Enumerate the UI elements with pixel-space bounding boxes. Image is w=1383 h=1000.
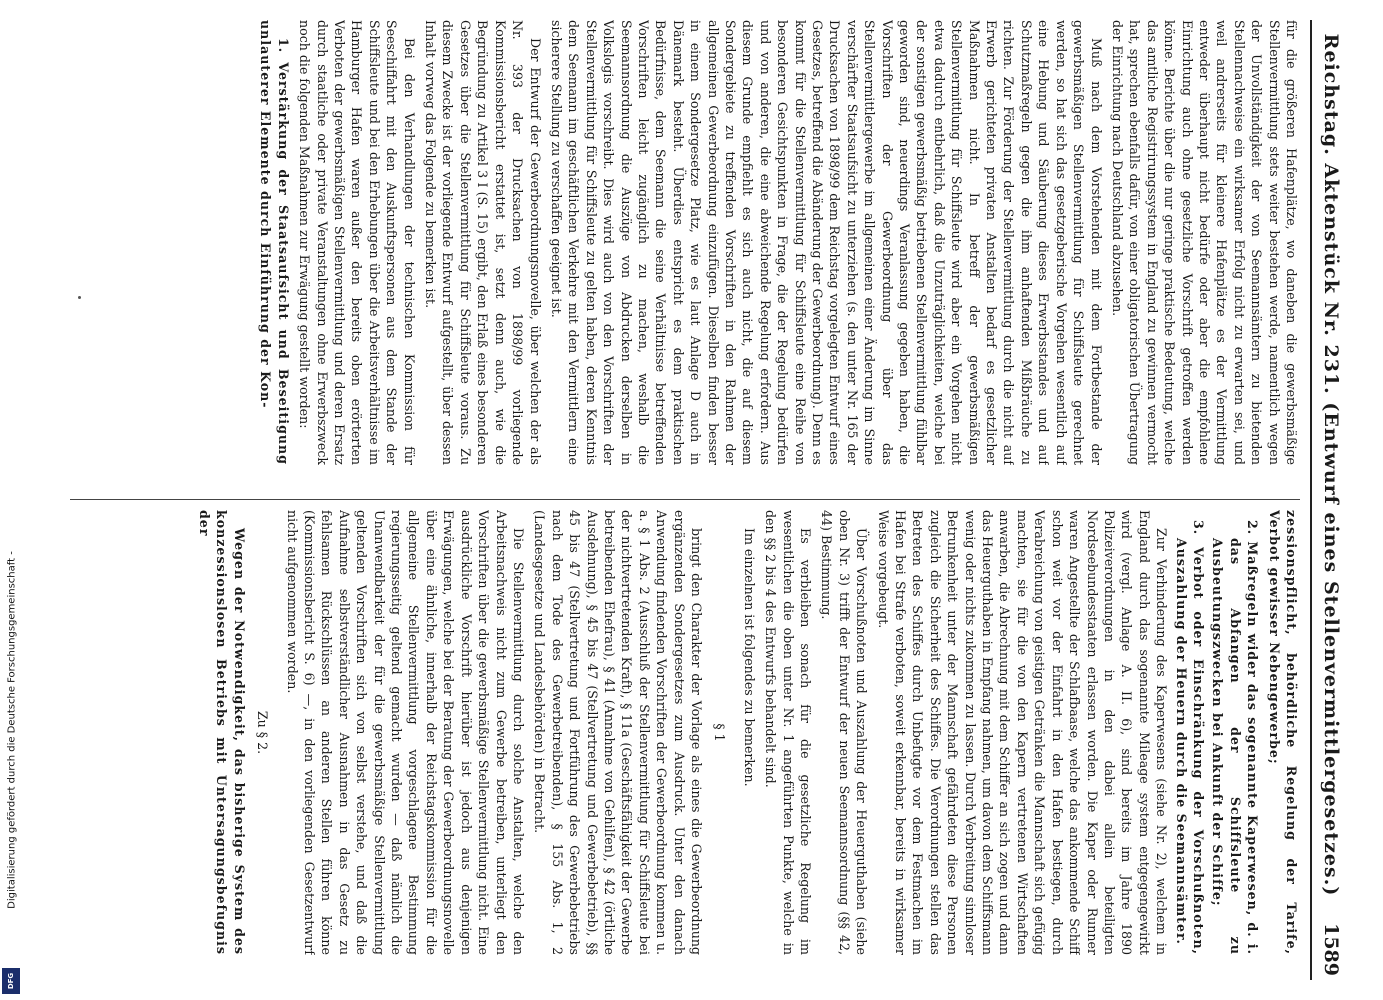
list-item-continuation: zessionspflicht, behördliche Regelung der Tarife, Verbot gewisser Nebengewerbe; bbox=[1266, 510, 1299, 955]
section-heading: § 1 bbox=[711, 723, 727, 742]
dfg-logo-icon bbox=[2, 968, 20, 994]
paragraph: Muß nach dem Vorstehenden mit dem Fortbestande der gewerbsmäßigen Stellenvermittlung für Schiffsleute gerechnet werden, so hat sich das gesetzgeberische Vorgehen wesentlich auf eine Hebung und Säuberung dieses Erwerbsstandes und auf Schutzmaßregeln gegen die ihm anhaftenden Mißbräuche zu richten. Zur Förderung der Stellenvermittlung durch die nicht auf Erwerb gerichteten privaten Anstalten bedarf es gesetzlicher Maßnahmen nicht. In betreff der gewerbsmäßigen Stellenvermittlung für Schiffsleute wird aber ein Vorgehen nicht etwa dadurch entbehrlich, daß die Unzuträglichkeiten, welche bei der sonstigen gewerbsmäßig betriebenen Stellenvermittlung fühlbar geworden sind, neuerdings Veranlassung gegeben haben, die Vorschriften der Gewerbeordnung über das Stellenvermittlergewerbe im allgemeinen einer Änderung im Sinne verschärfter Staatsaufsicht zu unterziehen (s. den unter Nr. 165 der Drucksachen von 1898/99 dem Reichstag vorgelegten Entwurf eines Gesetzes, betreffend die Abänderung der Gewerbeordnung). Denn es kommt für die Stellenvermittlung für Schiffsleute eine Reihe von besonderen Gesichtspunkten in Frage, die der Regelung bedürfen und von anderen, die eine abweichende Regelung erfordern. Aus diesem Grunde empfiehlt es sich auch nicht, die auf diesem Sondergebiete zu treffenden Vorschriften in den Rahmen der allgemeinen Gewerbeordnung einzufügen. Dieselben finden besser in einem Sondergesetze Platz, wie es laut Anlage D auch in Dänemark besteht. Überdies entspricht es dem praktischen Bedürfnisse, dem Seemann die seine Verhältnisse betreffenden Vorschriften leicht zugänglich zu machen, weshalb die Seemannsordnung die Auszüge von Abdrucken derselben in Volkslogis vorschreibt. Dies wird auch von den Vorschriften der Stellenvermittlung für Schiffsleute zu gelten haben, deren Kenntnis dem Seemann im geschäftlichen Verkehre mit den Vermittlern eine sicherere Stellung zu verschaffen geeignet ist. bbox=[548, 20, 1104, 465]
left-column bbox=[50, 20, 1300, 465]
right-column bbox=[50, 510, 1300, 955]
paragraph: bringt den Charakter der Vorlage als eines die Gewerbeordnung ergänzenden Sondergesetzes zum Ausdruck. Unter den danach Anwendung findenden Vorschriften der Gewerbeordnung kommen u. a. § 1 Abs. 2 (Ausschluß der Stellenvermittlung für Schiffsleute bei der nichtvertretenden Kraft), § 11a (Geschäftsfähigkeit der Gewerbe betreibenden Ehefrau), § 41 (Annahme von Gehilfen), § 42 (örtliche Ausdehnung), § 45 bis 47 (Stellvertretung und Gewerbebetrieb), §§ 45 bis 47 (Stellvertretung und Fortführung des Gewerbebetriebs nach dem Tode des Gewerbetreibenden), § 155 Abs. 1, 2 (Landesgesetze und Landesbehörden) in Betracht. bbox=[531, 510, 704, 955]
digitization-credit bbox=[0, 0, 24, 1000]
credit-text: Digitalisierung gefördert durch die Deutsche Forschungsgemeinschaft - bbox=[6, 551, 18, 909]
page-number: 1589 bbox=[1319, 923, 1342, 976]
list-item: 1. Verstärkung der Staatsaufsicht und Beseitigung unlauterer Elemente durch Einführung der Kon- bbox=[257, 20, 291, 465]
paragraph: Wegen der Notwendigkeit, das bisherige System des konzessionslosen Betriebs mit Untersagungsbefugnis der bbox=[196, 510, 247, 955]
paragraph: Bei den Verhandlungen der technischen Kommission für Seeschiffahrt mit den Auskunftspersonen aus dem Stande der Schiffsleute und bei den Erhebungen über die Arbeitsverhältnisse im Hamburger Hafen waren außer den bereits oben erörterten Verboten der gewerbsmäßigen Stellenvermittlung und deren Ersatz durch staatliche oder private Veranstaltungen ohne Erwerbszweck noch die folgenden Maßnahmen zur Erwägung gestellt worden: bbox=[296, 20, 417, 465]
column-divider bbox=[70, 499, 1300, 500]
paragraph: Die Stellenvermittlung durch solche Anstalten, welche den Arbeitsnachweis nicht zum Gewerbe betreiben, unterliegt den Vorschriften über die gewerbsmäßige Stellenvermittlung nicht. Eine ausdrückliche Vorschrift hierüber ist jedoch aus denjenigen Erwägungen, welche bei der Beratung der Gewerbeordnungsnovelle über eine ähnliche, innerhalb der Reichstagskommission für die allgemeine Stellenvermittlung vorgeschlagene Bestimmung regierungsseitig geltend gemacht wurden — daß nämlich die Unanwendbarkeit der für die gewerbsmäßige Stellenvermittlung geltenden Vorschriften sich von selbst verstehe, und daß die Aufnahme selbstverständlicher Ausnahmen in das Gesetz zu fehlsamen Rückschlüssen an anderen Stellen führen könne (Kommissionsbericht S. 6) —, in den vorliegenden Gesetzentwurf nicht aufgenommen worden. bbox=[284, 510, 526, 955]
paragraph: für die größeren Hafenplätze, wo daneben die gewerbsmäßige Stellenvermittlung stets weiter bestehen werde, namentlich wegen der Unvollständigkeit der von Seemannsämtern zu bietenden Stellennachweise ein wirksamer Erfolg nicht zu erwarten sei, und weil andrerseits für kleinere Hafenplätze es der Vermittlung entweder überhaupt nicht bedürfe oder aber die empfohlene Einrichtung auch ohne gesetzliche Vorschrift getroffen werden könne. Berichte über die nur geringe praktische Bedeutung, welche das amtliche Registrirungssystem in England zu gewinnen vermocht hat, sprechen ebenfalls dafür, von einer obligatorischen Übertragung der Einrichtung nach Deutschland abzusehen. bbox=[1109, 20, 1299, 465]
rotated-document-page bbox=[32, 20, 1352, 980]
page-title: Reichstag. Aktenstück Nr. 231. (Entwurf eines Stellenvermittlergesetzes.) bbox=[1319, 33, 1342, 897]
list-item: 2. Maßregeln wider das sogenannte Kaperwesen, d. i. das Abfangen der Schiffsleute zu Ausbeutungszwecken bei Ankunft der Schiffe; bbox=[1209, 520, 1260, 955]
logo-text: DFG bbox=[7, 972, 15, 990]
page-header bbox=[1310, 20, 1346, 980]
paragraph: Zur Verhinderung des Kaperwesens (siehe Nr. 2), welchem in England durch das sogenannte Mileage system entgegengewirkt wird (vergl. Anlage A. II. 6), sind bereits im Jahre 1890 Polizeiverordnungen in den dabei allein beteiligten Nordseebundesstaaten erlassen worden. Die Kaper oder Runner waren Angestellte der Schlafbaase, welche das ankommende Schiff schon weit vor der Einfahrt in den Hafen bestiegen, durch Verabreichung von geistigen Getränken die Mannschaft sich gefügig machten, sie für die von den Kapern vertretenen Wirtschaften anwarben, die Abrechnung mit dem Schiffer an sich zogen und dann das Heuerguthaben in Empfang nahmen, um davon dem Schiffsmann wenig oder nichts zukommen zu lassen. Durch Verbreitung sinnloser Betrunkenheit unter der Mannschaft gefährdeten diese Personen zugleich die Sicherheit des Schiffes. Die Verordnungen stellen das Betreten des Schiffes durch Unbefugte vor dem Festmachen im Hafen bei Strafe verboten, soweit erkennbar, bereits in wirksamer Weise vorgebeugt. bbox=[875, 510, 1169, 955]
paragraph: Es verbleiben sonach für die gesetzliche Regelung im wesentlichen die oben unter Nr. 1 angeführten Punkte, welche in den §§ 2 bis 4 des Entwurfs behandelt sind. bbox=[762, 510, 813, 955]
list-item: 3. Verbot oder Einschränkung der Vorschußnoten, Auszahlung der Heuern durch die Seemannsämter. bbox=[1173, 520, 1206, 955]
scan-speck bbox=[78, 296, 81, 299]
section-heading: Zu § 2. bbox=[254, 710, 270, 755]
paragraph: Im einzelnen ist folgendes zu bemerken. bbox=[741, 528, 757, 787]
paragraph: Der Entwurf der Gewerbeordnungsnovelle, über welchen der als Nr. 393 der Drucksachen von 1898/99 vorliegende Kommissionsbericht erstattet ist, setzt denn auch, wie die Begründung zu Artikel 3 I (S. 15) ergibt, den Erlaß eines besonderen Gesetzes über die Stellenvermittlung für Schiffsleute voraus. Zu diesem Zwecke ist der vorliegende Entwurf aufgestellt, über dessen Inhalt vorweg das Folgende zu bemerken ist. bbox=[422, 20, 543, 465]
paragraph: Über Vorschußnoten und Auszahlung der Heuerguthaben (siehe oben Nr. 3) trifft der Entwurf der neuen Seemannsordnung (§§ 42, 44) Bestimmung. bbox=[818, 510, 869, 955]
